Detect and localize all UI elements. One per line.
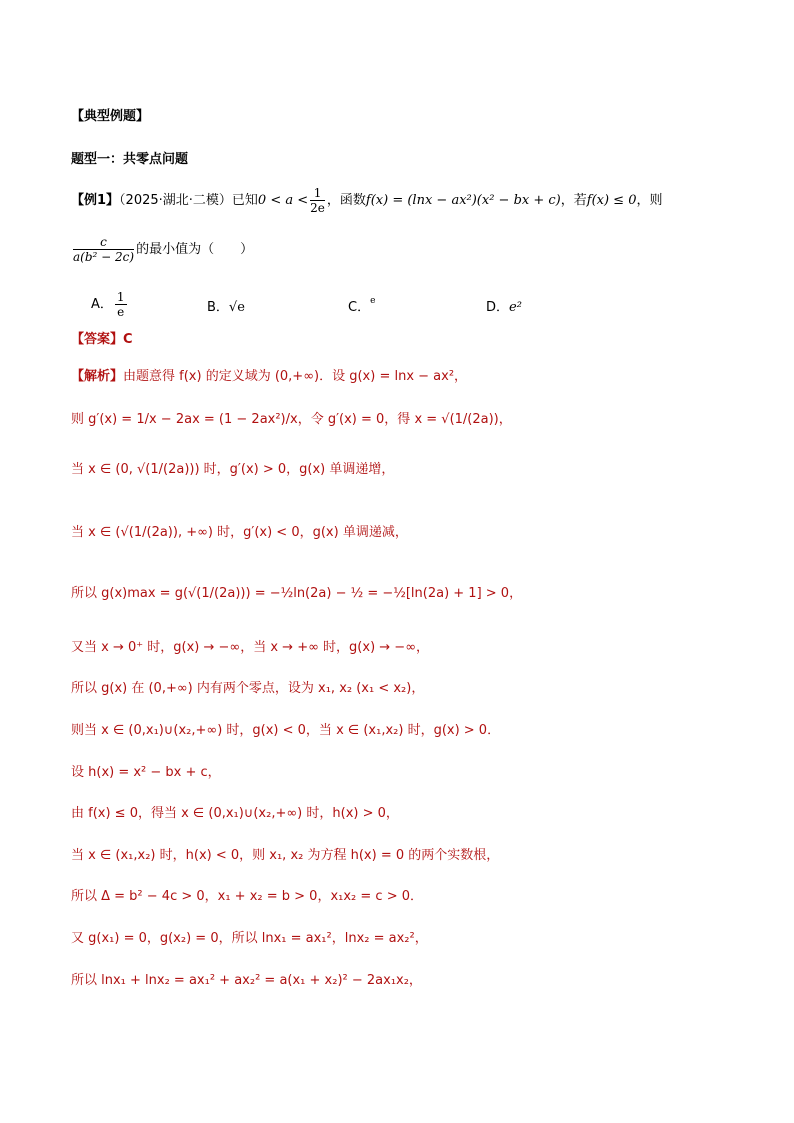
solution-line-14: 所以 lnx₁ + lnx₂ = ax₁² + ax₂² = a(x₁ + x₂)² − 2ax₁x₂， <box>71 973 422 988</box>
question-suffix: 的最小值为（ ） <box>136 242 254 257</box>
solution-line-6: 又当 x → 0⁺ 时，g(x) → −∞，当 x → +∞ 时，g(x) → −∞， <box>71 640 430 655</box>
option-b-label: B． <box>207 300 229 315</box>
solution-line-2: 则 g′(x) = 1/x − 2ax = (1 − 2ax²)/x，令 g′(x) = 0，得 x = √(1/(2a))， <box>71 412 512 427</box>
condition-fraction <box>310 186 325 215</box>
question-denominator: a(b² − 2c) <box>73 250 135 264</box>
option-c-value: e <box>370 296 376 306</box>
solution-line-5: 所以 g(x)max = g(√(1/(2a))) = −½ln(2a) − ½ = −½[ln(2a) + 1] > 0， <box>71 586 523 601</box>
answer-label: 【答案】 <box>71 332 124 347</box>
example-statement <box>71 186 663 216</box>
solution-line-11: 当 x ∈ (x₁,x₂) 时，h(x) < 0，则 x₁, x₂ 为方程 h(x) = 0 的两个实数根， <box>71 848 500 863</box>
option-a-fraction <box>115 290 127 319</box>
function-expression: f(x) = (lnx − ax²)(x² − bx + c) <box>365 193 561 208</box>
option-a-label: A． <box>91 297 113 312</box>
option-b <box>207 296 245 315</box>
solution-line-3: 当 x ∈ (0, √(1/(2a))) 时，g′(x) > 0，g(x) 单调递增， <box>71 462 395 477</box>
solution-line-13: 又 g(x₁) = 0，g(x₂) = 0，所以 lnx₁ = ax₁²，lnx₂ = ax₂²， <box>71 931 428 946</box>
option-a <box>91 290 129 319</box>
condition2-prefix: ，若 <box>560 193 587 208</box>
condition-prefix: 已知 <box>231 193 258 208</box>
question-numerator: c <box>73 235 134 250</box>
option-c <box>348 296 375 315</box>
option-b-value: √e <box>228 300 245 315</box>
example-source: （2025·湖北·二模） <box>119 193 232 208</box>
example-label: 【例1】 <box>71 193 120 208</box>
function-prefix: ，函数 <box>326 193 366 208</box>
fraction-denominator: 2e <box>310 201 325 215</box>
option-d <box>486 296 522 315</box>
question-fraction <box>73 235 134 264</box>
solution-line-4: 当 x ∈ (√(1/(2a)), +∞) 时，g′(x) < 0，g(x) 单调递减， <box>71 525 408 540</box>
condition2-suffix: ，则 <box>636 193 663 208</box>
solution-label: 【解析】 <box>71 369 124 384</box>
answer-value: C <box>123 332 133 347</box>
option-a-numerator: 1 <box>116 290 125 304</box>
fraction-numerator: 1 <box>310 186 325 201</box>
answer <box>71 332 133 348</box>
option-d-label: D． <box>486 300 510 315</box>
section-heading: 【典型例题】 <box>71 109 150 124</box>
option-c-label: C． <box>348 300 371 315</box>
solution-line-10: 由 f(x) ≤ 0，得当 x ∈ (0,x₁)∪(x₂,+∞) 时，h(x) > 0， <box>71 806 399 821</box>
solution-line-1 <box>71 369 467 385</box>
condition-expression: 0 < a < <box>257 193 309 208</box>
solution-line-9: 设 h(x) = x² − bx + c， <box>71 765 221 780</box>
condition2-expression: f(x) ≤ 0 <box>586 193 637 208</box>
type-title: 题型一：共零点问题 <box>71 152 189 167</box>
option-a-denominator: e <box>117 305 125 319</box>
solution-line-7: 所以 g(x) 在 (0,+∞) 内有两个零点，设为 x₁, x₂ (x₁ < x₂)， <box>71 681 425 696</box>
option-d-value: e² <box>509 300 522 315</box>
question-line <box>71 233 253 267</box>
solution-line-12: 所以 Δ = b² − 4c > 0，x₁ + x₂ = b > 0，x₁x₂ = c > 0． <box>71 889 423 904</box>
solution-text: 由题意得 f(x) 的定义域为 (0,+∞)．设 g(x) = lnx − ax²， <box>123 369 468 384</box>
solution-line-8: 则当 x ∈ (0,x₁)∪(x₂,+∞) 时，g(x) < 0，当 x ∈ (x₁,x₂) 时，g(x) > 0． <box>71 723 501 738</box>
